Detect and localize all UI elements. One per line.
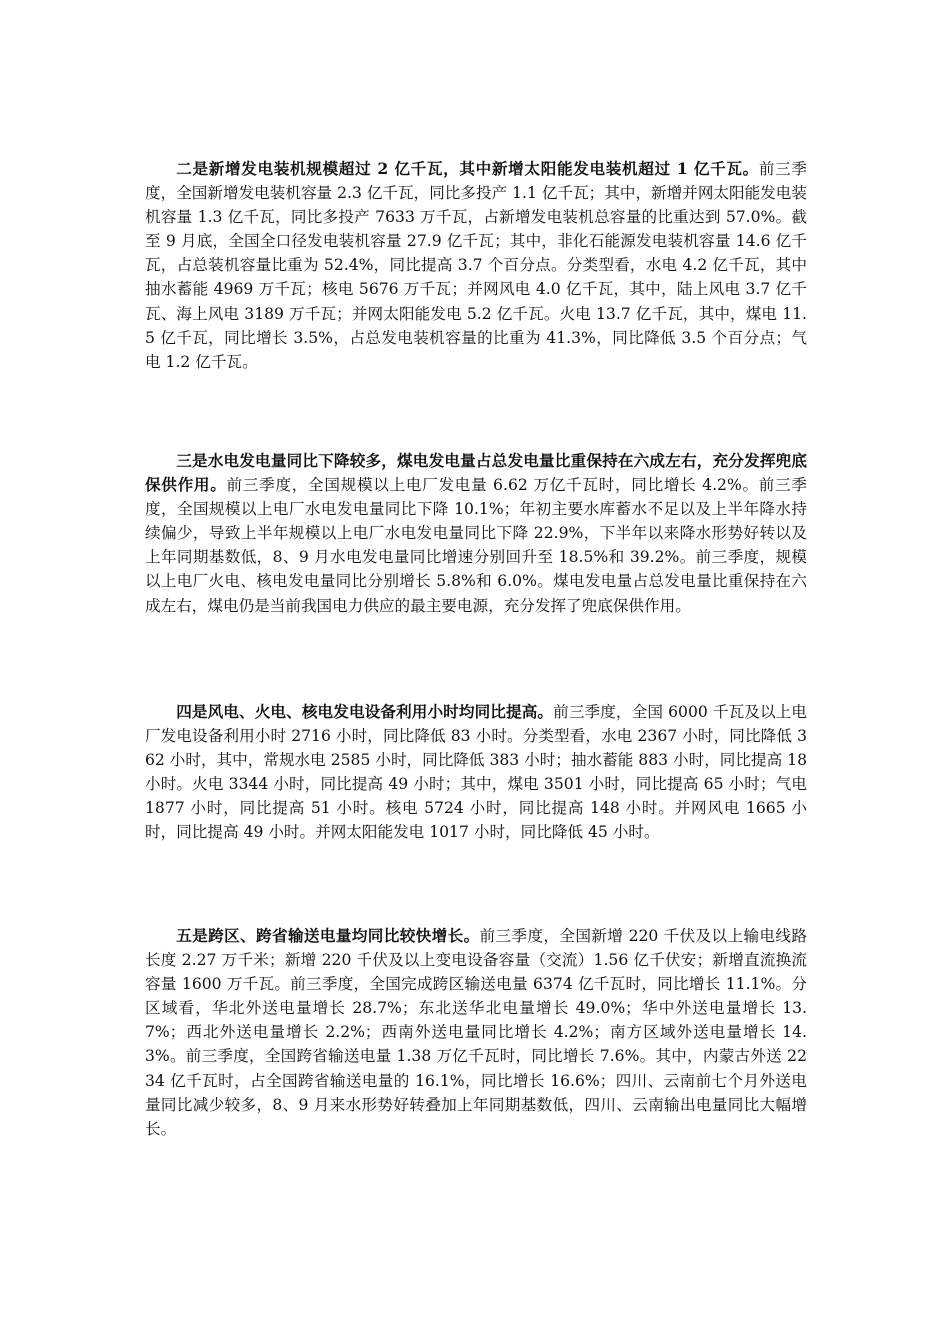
paragraph-body: 前三季度，全国规模以上电厂发电量 6.62 万亿千瓦时，同比增长 4.2%。前三季度，全国规模以上电厂水电发电量同比下降 10.1%；年初主要水库蓄水不足以及上半年降水持续偏少，导致上半年规模以上电厂水电发电量同比下降 22.9%，下半年以来降水形势好转以及上年同期基数低，8、9 月水电发电量同比增速分别回升至 18.5%和 39.2%。前三季度，规模以上电厂火电、核电发电量同比分别增长 5.8%和 6.0%。煤电发电量占总发电量比重保持在六成左右，煤电仍是当前我国电力供应的最主要电源，充分发挥了兜底保供作用。 [145, 476, 807, 615]
paragraph-body: 前三季度，全国新增 220 千伏及以上输电线路长度 2.27 万千米；新增 220 千伏及以上变电设备容量（交流）1.56 亿千伏安；新增直流换流容量 1600 万千瓦。前三季度，全国完成跨区输送电量 6374 亿千瓦时，同比增长 11.1%。分区域看，华北外送电量增长 28.7%；东北送华北电量增长 49.0%；华中外送电量增长 13.7%；西北外送电量增长 2.2%；西南外送电量同比增长 4.2%；南方区域外送电量增长 14.3%。前三季度，全国跨省输送电量 1.38 万亿千瓦时，同比增长 7.6%。其中，内蒙古外送 2234 亿千瓦时，占全国跨省输送电量的 16.1%，同比增长 16.6%；四川、云南前七个月外送电量同比减少较多，8、9 月来水形势好转叠加上年同期基数低，四川、云南输出电量同比大幅增长。 [145, 927, 807, 1138]
paragraph-body: 前三季度，全国新增发电装机容量 2.3 亿千瓦，同比多投产 1.1 亿千瓦；其中，新增并网太阳能发电装机容量 1.3 亿千瓦，同比多投产 7633 万千瓦，占新增发电装机总容量的比重达到 57.0%。截至 9 月底，全国全口径发电装机容量 27.9 亿千瓦；其中，非化石能源发电装机容量 14.6 亿千瓦，占总装机容量比重为 52.4%，同比提高 3.7 个百分点。分类型看，水电 4.2 亿千瓦，其中抽水蓄能 4969 万千瓦；核电 5676 万千瓦；并网风电 4.0 亿千瓦，其中，陆上风电 3.7 亿千瓦、海上风电 3189 万千瓦；并网太阳能发电 5.2 亿千瓦。火电 13.7 亿千瓦，其中，煤电 11.5 亿千瓦，同比增长 3.5%，占总发电装机容量的比重为 41.3%，同比降低 3.5 个百分点；气电 1.2 亿千瓦。 [145, 160, 807, 371]
paragraph-heading: 三是水电发电量同比下降较多，煤电发电量占总发电量比重保持在六成左右，充分发挥兜底保供作用。 [145, 451, 807, 495]
paragraph-new-capacity [145, 157, 807, 374]
paragraph-heading: 二是新增发电装机规模超过 2 亿千瓦，其中新增太阳能发电装机超过 1 亿千瓦。 [176, 159, 759, 178]
paragraph-heading: 四是风电、火电、核电发电设备利用小时均同比提高。 [176, 702, 554, 721]
paragraph-body: 前三季度，全国 6000 千瓦及以上电厂发电设备利用小时 2716 小时，同比降低 83 小时。分类型看，水电 2367 小时，同比降低 362 小时，其中，常规水电 2585 小时，同比降低 383 小时；抽水蓄能 883 小时，同比提高 18 小时。火电 3344 小时，同比提高 49 小时；其中，煤电 3501 小时，同比提高 65 小时；气电 1877 小时，同比提高 51 小时。核电 5724 小时，同比提高 148 小时。并网风电 1665 小时，同比提高 49 小时。并网太阳能发电 1017 小时，同比降低 45 小时。 [145, 703, 807, 842]
paragraph-utilization-hours [145, 700, 807, 845]
paragraph-transmission [145, 924, 807, 1141]
paragraph-power-generation [145, 449, 807, 618]
paragraph-heading: 五是跨区、跨省输送电量均同比较快增长。 [176, 926, 480, 945]
